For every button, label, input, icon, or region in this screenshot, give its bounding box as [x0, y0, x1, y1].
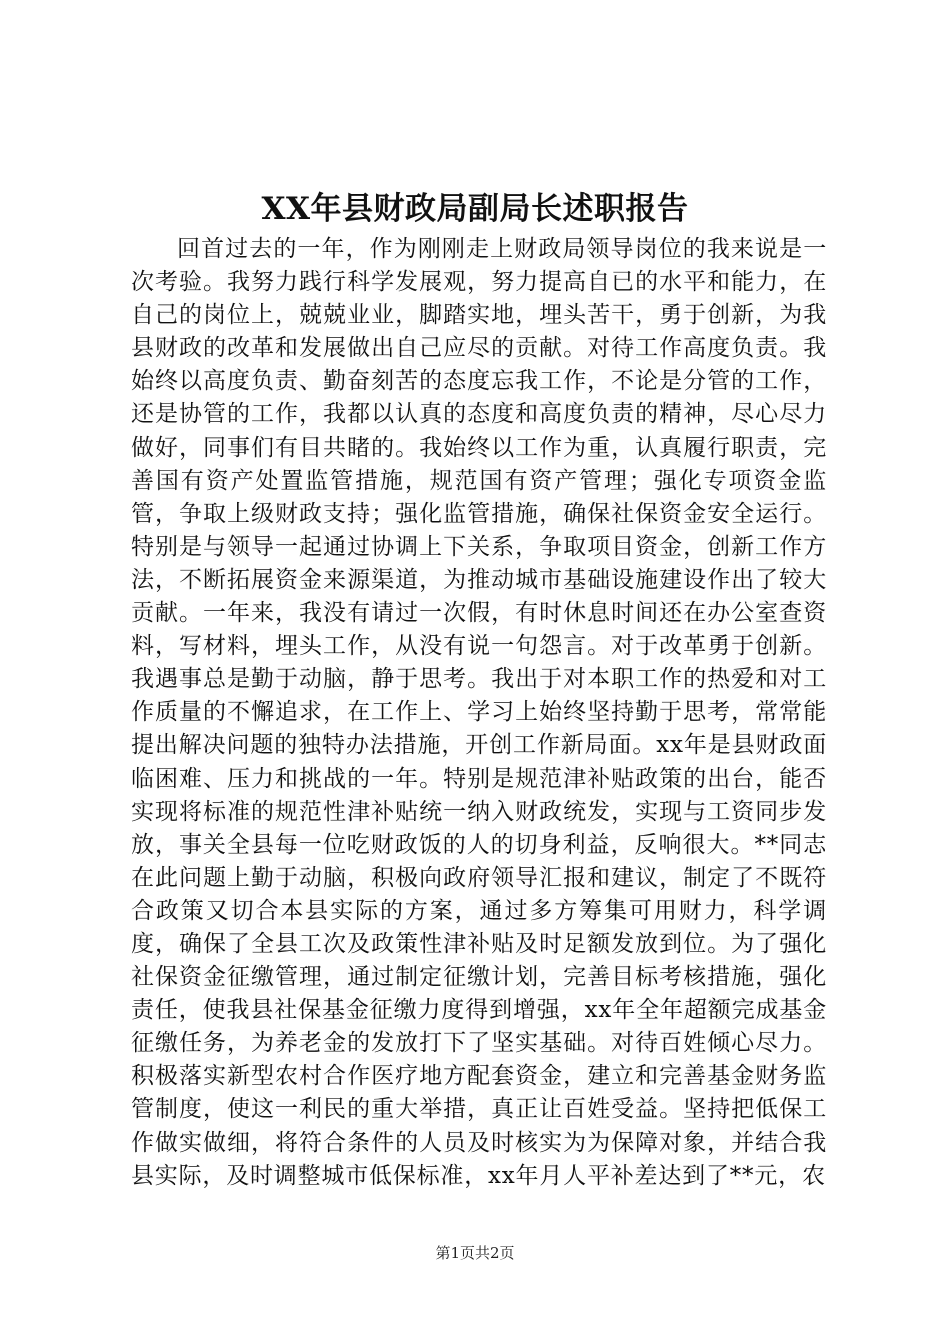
document-title: XX年县财政局副局长述职报告 [261, 191, 689, 227]
page-number: 第1页 [435, 1244, 475, 1262]
page-total: 共2页 [475, 1244, 515, 1262]
page-footer [0, 1242, 950, 1264]
document-body-paragraph: 回首过去的一年，作为刚刚走上财政局领导岗位的我来说是一次考验。我努力践行科学发展观，努力提高自已的水平和能力，在自己的岗位上，兢兢业业，脚踏实地，埋头苦干，勇于创新，为我县财政的改革和发展做出自己应尽的贡献。对待工作高度负责。我始终以高度负责、勤奋刻苦的态度忘我工作，不论是分管的工作，还是协管的工作，我都以认真的态度和高度负责的精神，尽心尽力做好，同事们有目共睹的。我始终以工作为重，认真履行职责，完善国有资产处置监管措施，规范国有资产管理；强化专项资金监管，争取上级财政支持；强化监管措施，确保社保资金安全运行。特别是与领导一起通过协调上下关系，争取项目资金，创新工作方法，不断拓展资金来源渠道，为推动城市基础设施建设作出了较大贡献。一年来，我没有请过一次假，有时休息时间还在办公室查资料，写材料，埋头工作，从没有说一句怨言。对于改革勇于创新。我遇事总是勤于动脑，静于思考。我出于对本职工作的热爱和对工作质量的不懈追求，在工作上、学习上始终坚持勤于思考，常常能提出解决问题的独特办法措施，开创工作新局面。xx年是县财政面临困难、压力和挑战的一年。特别是规范津补贴政策的出台，能否实现将标准的规范性津补贴统一纳入财政统发，实现与工资同步发放，事关全县每一位吃财政饭的人的切身利益，反响很大。**同志在此问题上勤于动脑，积极向政府领导汇报和建议，制定了不既符合政策又切合本县实际的方案，通过多方筹集可用财力，科学调度，确保了全县工次及政策性津补贴及时足额发放到位。为了强化社保资金征缴管理，通过制定征缴计划，完善目标考核措施，强化责任，使我县社保基金征缴力度得到增强，xx年全年超额完成基金征缴任务，为养老金的发放打下了坚实基础。对待百姓倾心尽力。积极落实新型农村合作医疗地方配套资金，建立和完善基金财务监管制度，使这一利民的重大举措，真正让百姓受益。坚持把低保工作做实做细，将符合条件的人员及时核实为为保障对象，并结合我县实际，及时调整城市低保标准，xx年月人平补差达到了**元，农 [131, 236, 827, 1189]
